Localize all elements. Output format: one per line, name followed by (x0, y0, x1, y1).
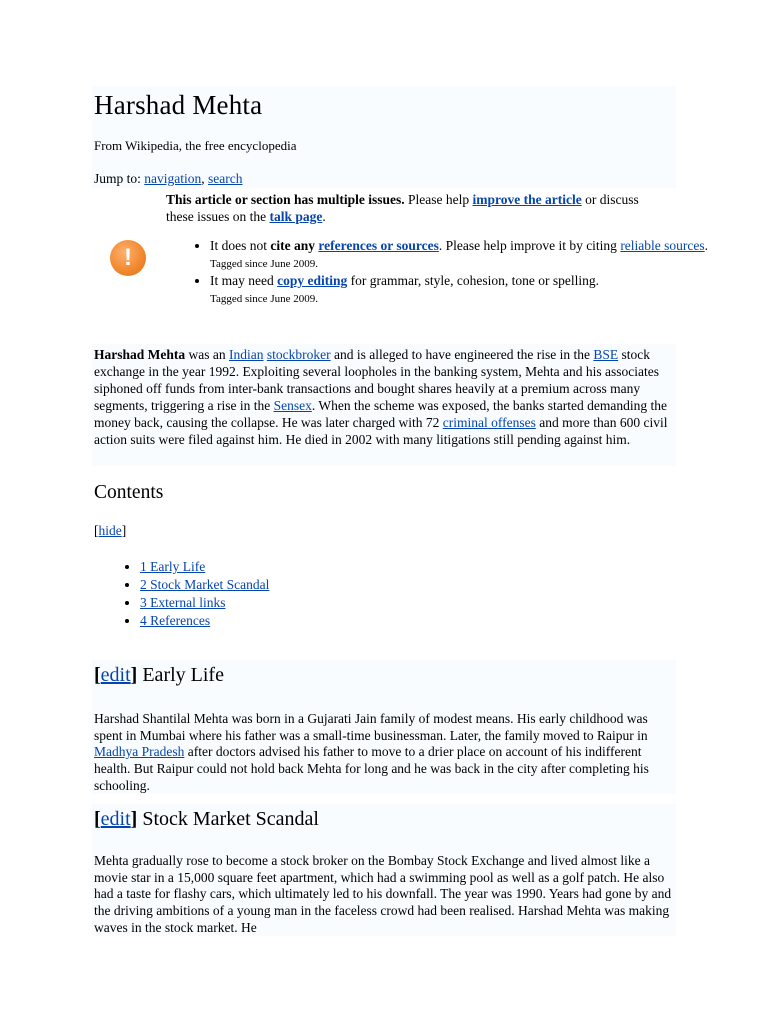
section-heading (92, 804, 676, 831)
section-paragraph (92, 853, 676, 937)
body-text: Harshad Shantilal Mehta was born in a Gujarati Jain family of modest means. His early childhood was spent in Mumbai where his father was a small-time businessman. Later, the family moved to Raipur in (94, 711, 648, 743)
edit-early-life-link[interactable]: edit (100, 664, 131, 686)
section-paragraph (92, 711, 676, 795)
body-text: was an (185, 347, 229, 362)
jump-search-link[interactable]: search (208, 171, 243, 186)
section-stock-market-scandal (92, 804, 676, 936)
issue-bold: cite any (270, 238, 319, 253)
body-text: Mehta gradually rose to become a stock broker on the Bombay Stock Exchange and lived almost like a movie star in a 15,000 square feet apartment, which had a swimming pool as well as a golf patch. He also had a taste for flashy cars, which ultimately led to his downfall. The year was 1990. Years had gone by and the driving ambitions of a young man in the faceless crowd had been realised. Harshad Mehta was making waves in the stock market. He (94, 853, 672, 935)
intro-paragraph (92, 344, 676, 450)
notice-text: Please help (404, 192, 473, 207)
issue-item (210, 273, 720, 307)
body-text: . When the scheme was exposed, the banks started demanding the money back, causing the collapse. He was later charged with 72 (94, 398, 667, 430)
table-of-contents (92, 478, 676, 638)
notice-heading (166, 192, 666, 225)
bracket: [ (94, 808, 101, 830)
talk-page-link[interactable]: talk page (269, 208, 323, 224)
bracket: ] (130, 808, 138, 830)
toc-link-stock-market-scandal[interactable]: 2 Stock Market Scandal (140, 577, 270, 592)
title-block (92, 86, 676, 188)
issue-tag-date: Tagged since June 2009. (210, 292, 318, 305)
bse-link[interactable]: BSE (593, 347, 619, 362)
references-sources-link[interactable]: references or sources (318, 238, 439, 253)
issue-text: . (704, 238, 709, 253)
section-title: Stock Market Scandal (137, 808, 319, 830)
body-text: and is alleged to have engineered the rise in the (330, 347, 594, 362)
copy-editing-link[interactable]: copy editing (277, 273, 348, 288)
toc-item (140, 558, 269, 576)
subject-name: Harshad Mehta (94, 347, 186, 362)
toc-item (140, 576, 269, 594)
madhya-pradesh-link[interactable]: Madhya Pradesh (94, 744, 185, 760)
sensex-link[interactable]: Sensex (273, 398, 312, 413)
bracket: [ (94, 523, 99, 538)
toc-item (140, 612, 269, 630)
indian-link[interactable]: Indian (229, 347, 264, 362)
intro-paragraph-block (92, 344, 676, 466)
notice-bold-text: This article or section has multiple issues. (166, 192, 405, 207)
issue-item (210, 238, 720, 272)
issue-list (166, 238, 720, 308)
toc-list (94, 558, 269, 630)
toc-item (140, 594, 269, 612)
bracket: ] (130, 664, 138, 686)
section-early-life (92, 660, 676, 794)
issue-text: It may need (210, 273, 278, 288)
stockbroker-link[interactable]: stockbroker (266, 347, 331, 362)
jump-navigation-link[interactable]: navigation (144, 171, 202, 186)
jump-to-bar (94, 171, 243, 187)
body-text: after doctors advised his father to move to a drier place on account of his indifferent health. But Raipur could not hold back Mehta for long and he was back in the city after completing his schooling. (94, 744, 649, 793)
issues-notice (92, 188, 709, 320)
section-heading (92, 660, 676, 687)
toc-link-external-links[interactable]: 3 External links (140, 595, 226, 610)
issue-tag-date: Tagged since June 2009. (210, 257, 318, 270)
jump-separator: , (201, 171, 205, 186)
criminal-offenses-link[interactable]: criminal offenses (442, 415, 536, 430)
site-subtitle: From Wikipedia, the free encyclopedia (94, 138, 297, 153)
issue-text: . Please help improve it by citing (438, 238, 621, 253)
warning-icon: ! (110, 240, 146, 276)
bracket: ] (121, 523, 127, 538)
improve-article-link[interactable]: improve the article (472, 192, 582, 207)
toc-link-references[interactable]: 4 References (140, 613, 211, 628)
toc-link-early-life[interactable]: 1 Early Life (140, 559, 206, 574)
contents-heading: Contents (94, 482, 164, 503)
bracket: [ (94, 664, 101, 686)
issue-text: for grammar, style, cohesion, tone or spelling. (347, 273, 600, 288)
body-text: stock exchange in the year 1992. Exploiting several loopholes in the banking system, Mehta and his associates siphoned off funds from inter-bank transactions and bought shares heavily at a premium across many segments, triggering a rise in the (94, 347, 659, 413)
body-text: and more than 600 civil action suits were filed against him. He died in 2002 with many litigations still pending against him. (94, 415, 668, 447)
toc-hide-toggle (94, 523, 126, 539)
hide-toc-link[interactable]: hide (98, 523, 122, 538)
page-title: Harshad Mehta (94, 90, 263, 120)
reliable-sources-link[interactable]: reliable sources (620, 238, 705, 253)
section-title: Early Life (137, 664, 224, 686)
edit-stock-market-scandal-link[interactable]: edit (100, 808, 131, 830)
notice-text: . (322, 208, 326, 224)
jump-to-label: Jump to: (94, 171, 141, 186)
notice-text: or discuss these issues on the (166, 192, 639, 224)
issue-text: It does not (210, 238, 271, 253)
